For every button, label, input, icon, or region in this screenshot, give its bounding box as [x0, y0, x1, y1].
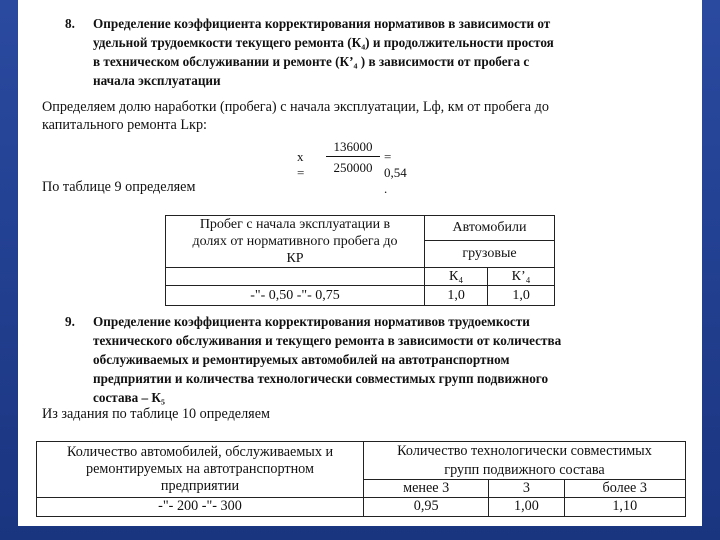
heading-line: Определение коэффициента корректирования нормативов трудоемкости [93, 314, 530, 329]
table-9-row-v2: 1,0 [488, 286, 555, 306]
text-line: капитального ремонта Lкр: [42, 117, 207, 133]
formula-rhs: = 0,54 . [384, 149, 407, 196]
heading-line: обслуживаемых и ремонтируемых автомобилей на автотранспортном [93, 352, 510, 367]
table-10-intro: Из задания по таблице 10 определяем [42, 406, 270, 422]
table-10-row-v0: 0,95 [364, 497, 489, 516]
table-10-sub-2: более 3 [564, 479, 686, 497]
heading-line: в техническом обслуживании и ремонте (К’₄ ) в зависимости от пробега с [93, 54, 530, 69]
heading-line: Определение коэффициента корректирования нормативов в зависимости от [93, 16, 551, 31]
table-9-header-sub: грузовые [425, 240, 555, 267]
formula-denominator: 250000 [333, 160, 373, 175]
fraction-bar [326, 156, 380, 157]
table-9-header-left: Пробег с начала эксплуатации в долях от нормативного пробега до КР [166, 216, 425, 268]
table-9-header-top: Автомобили [425, 216, 555, 241]
table-10-header-right-2: групп подвижного состава [364, 462, 686, 480]
section-9-number: 9. [65, 314, 75, 329]
table-10-row-v2: 1,10 [564, 497, 686, 516]
heading-line: технического обслуживания и текущего ремонта в зависимости от количества [93, 333, 562, 348]
table-10 [36, 441, 686, 517]
table-9-row-v1: 1,0 [425, 286, 488, 306]
table-10-header-left: Количество автомобилей, обслуживаемых и ремонтируемых на автотранспортном предприятии [37, 442, 364, 498]
section-8-heading [65, 14, 697, 90]
formula-lhs: x = [297, 149, 305, 180]
heading-line: предприятии и количества технологически совместимых групп подвижного [93, 371, 549, 386]
heading-line: состава – К₅ [93, 390, 165, 405]
text-line: Определяем долю наработки (пробега) с начала эксплуатации, Lф, км от пробега до [42, 99, 549, 115]
table-9 [165, 215, 555, 306]
table-9-row-label: -"- 0,50 -"- 0,75 [166, 286, 425, 306]
table-10-sub-0: менее 3 [364, 479, 489, 497]
table-9-col2: К’₄ [488, 268, 555, 286]
document-page [18, 0, 702, 526]
table-10-row-v1: 1,00 [489, 497, 564, 516]
heading-line: начала эксплуатации [93, 73, 221, 88]
table-9-col1: К₄ [425, 268, 488, 286]
table-9-empty-cell [166, 268, 425, 286]
heading-line: удельной трудоемкости текущего ремонта (К₄) и продолжительности простоя [93, 35, 554, 50]
formula-numerator: 136000 [333, 139, 373, 154]
table-10-header-right-1: Количество технологически совместимых [364, 442, 686, 462]
section-8-text [42, 98, 702, 134]
table-10-row-label: -"- 200 -"- 300 [37, 497, 364, 516]
table-10-sub-1: 3 [489, 479, 564, 497]
section-8-number: 8. [65, 16, 75, 31]
section-9-heading [65, 312, 697, 407]
table-9-intro: По таблице 9 определяем [42, 179, 196, 195]
